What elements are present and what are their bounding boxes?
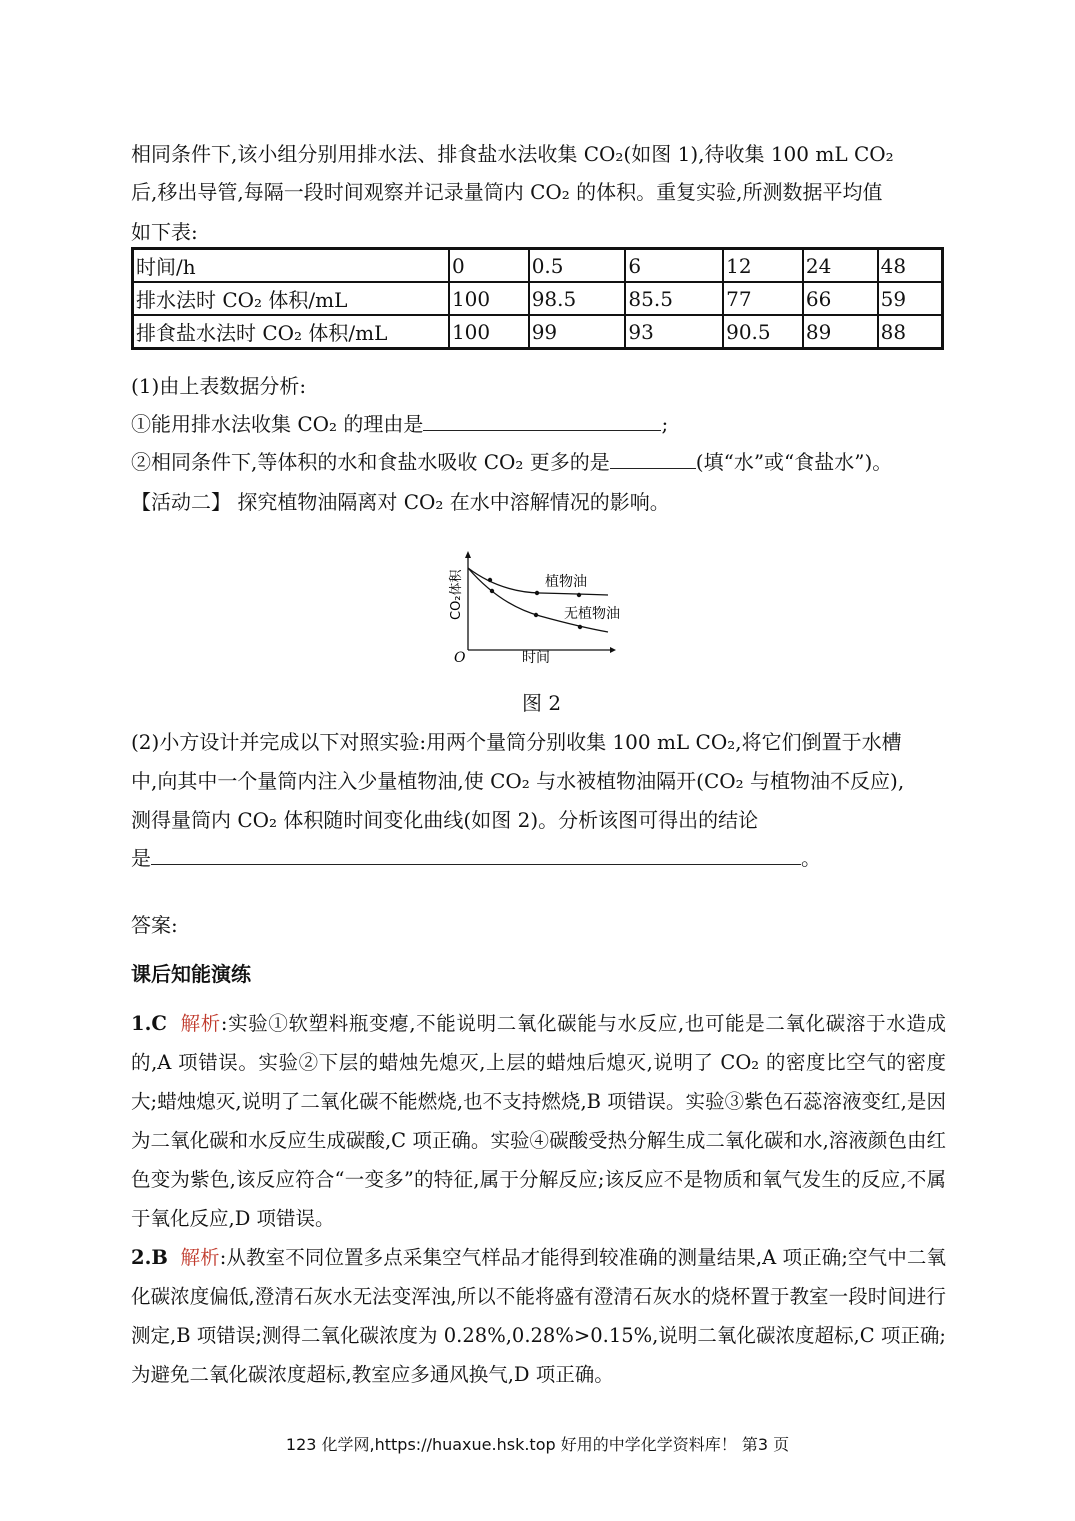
answer-label: 答案: — [131, 913, 178, 937]
table-cell: 0 — [449, 249, 529, 283]
answer-1-number: 1.C — [131, 1012, 167, 1035]
label-no-oil: 无植物油 — [564, 606, 620, 622]
table-cell: 59 — [878, 282, 943, 315]
point-no-oil — [534, 613, 538, 617]
answer-2-text: :从教室不同位置多点采集空气样品才能得到较准确的测量结果,A 项正确;空气中二氧化碳浓度偏低,澄清石灰水无法变浑浊,所以不能将盛有澄清石灰水的烧杯置于教室一段时间进行测定,B 项错误;测得二氧化碳浓度为 0.28%,0.28%>0.15%,说明二氧化碳浓度超标,C 项正确;为避免二氧化碳浓度超标,教室应多通风换气,D 项正确。 — [131, 1246, 946, 1386]
figure-2-caption: 图 2 — [522, 691, 562, 715]
table-row — [133, 315, 943, 349]
table-cell: 24 — [803, 249, 878, 283]
point-no-oil — [490, 589, 494, 593]
table-cell: 90.5 — [723, 315, 803, 349]
q1-heading: (1)由上表数据分析: — [131, 374, 307, 398]
point-oil — [488, 578, 492, 582]
answer-2 — [131, 1238, 946, 1394]
q1-a-end: ; — [661, 412, 669, 436]
table-cell: 88 — [878, 315, 943, 349]
q1-a — [131, 408, 668, 437]
table-cell: 66 — [803, 282, 878, 315]
table-cell: 0.5 — [529, 249, 626, 283]
table-cell: 6 — [625, 249, 723, 283]
q2-line-4-end: 。 — [801, 846, 821, 870]
table-cell: 100 — [449, 282, 529, 315]
answer-1 — [131, 1004, 946, 1238]
y-axis-label: CO₂体积 — [449, 569, 464, 620]
x-axis-arrow — [610, 647, 616, 653]
activity-2-heading: 【活动二】 探究植物油隔离对 CO₂ 在水中溶解情况的影响。 — [131, 490, 670, 514]
q1-a-blank[interactable] — [423, 410, 661, 431]
table-cell: 100 — [449, 315, 529, 349]
answer-2-number: 2.B — [131, 1246, 168, 1269]
q1-a-text: ①能用排水法收集 CO₂ 的理由是 — [131, 412, 424, 436]
answer-1-tag: 解析 — [180, 1012, 221, 1035]
x-axis-label: 时间 — [522, 650, 550, 666]
q2-line-3: 测得量筒内 CO₂ 体积随时间变化曲线(如图 2)。分析该图可得出的结论 — [131, 808, 759, 832]
q1-b-text: ②相同条件下,等体积的水和食盐水吸收 CO₂ 更多的是 — [131, 450, 610, 474]
q2-blank[interactable] — [151, 844, 801, 865]
origin-label: O — [454, 650, 466, 666]
table-cell: 77 — [723, 282, 803, 315]
table-cell: 99 — [529, 315, 626, 349]
table-cell: 48 — [878, 249, 943, 283]
table-cell: 93 — [625, 315, 723, 349]
intro-line-1: 相同条件下,该小组分别用排水法、排食盐水法收集 CO₂(如图 1),待收集 100 mL CO₂ — [131, 142, 894, 166]
figure-2-graph — [440, 550, 620, 675]
point-no-oil — [578, 625, 582, 629]
section-title: 课后知能演练 — [131, 962, 251, 986]
table-cell: 排水法时 CO₂ 体积/mL — [133, 282, 449, 315]
point-oil — [577, 593, 581, 597]
q1-b-blank[interactable] — [610, 448, 696, 469]
y-axis-arrow — [465, 551, 471, 558]
table-cell: 时间/h — [133, 249, 449, 283]
table-cell: 排食盐水法时 CO₂ 体积/mL — [133, 315, 449, 349]
table-row — [133, 249, 943, 283]
table-cell: 85.5 — [625, 282, 723, 315]
q1-b-end: (填“水”或“食盐水”)。 — [695, 450, 893, 474]
table-cell: 12 — [723, 249, 803, 283]
intro-line-2: 后,移出导管,每隔一段时间观察并记录量筒内 CO₂ 的体积。重复实验,所测数据平均值 — [131, 180, 883, 204]
table-cell: 89 — [803, 315, 878, 349]
data-table — [131, 247, 944, 350]
page-footer: 123 化学网,https://huaxue.hsk.top 好用的中学化学资料库！ 第3 页 — [285, 1435, 790, 1454]
intro-line-3: 如下表: — [131, 220, 198, 244]
table-cell: 98.5 — [529, 282, 626, 315]
q2-line-4 — [131, 842, 821, 871]
curve-no-oil — [468, 568, 608, 632]
answer-2-tag: 解析 — [180, 1246, 220, 1269]
answer-1-text: :实验①软塑料瓶变瘪,不能说明二氧化碳能与水反应,也可能是二氧化碳溶于水造成的,A 项错误。实验②下层的蜡烛先熄灭,上层的蜡烛后熄灭,说明了 CO₂ 的密度比空气的密度大;蜡烛熄灭,说明了二氧化碳不能燃烧,也不支持燃烧,B 项错误。实验③紫色石蕊溶液变红,是因为二氧化碳和水反应生成碳酸,C 项正确。实验④碳酸受热分解生成二氧化碳和水,溶液颜色由红色变为紫色,该反应符合“一变多”的特征,属于分解反应;该反应不是物质和氧气发生的反应,不属于氧化反应,D 项错误。 — [131, 1012, 946, 1230]
table-row — [133, 282, 943, 315]
label-oil: 植物油 — [545, 574, 587, 590]
q2-line-2: 中,向其中一个量筒内注入少量植物油,使 CO₂ 与水被植物油隔开(CO₂ 与植物油不反应), — [131, 769, 905, 793]
q2-line-4-text: 是 — [131, 846, 151, 870]
q2-line-1: (2)小方设计并完成以下对照实验:用两个量筒分别收集 100 mL CO₂,将它们倒置于水槽 — [131, 730, 902, 754]
q1-b — [131, 446, 892, 475]
point-oil — [535, 591, 539, 595]
